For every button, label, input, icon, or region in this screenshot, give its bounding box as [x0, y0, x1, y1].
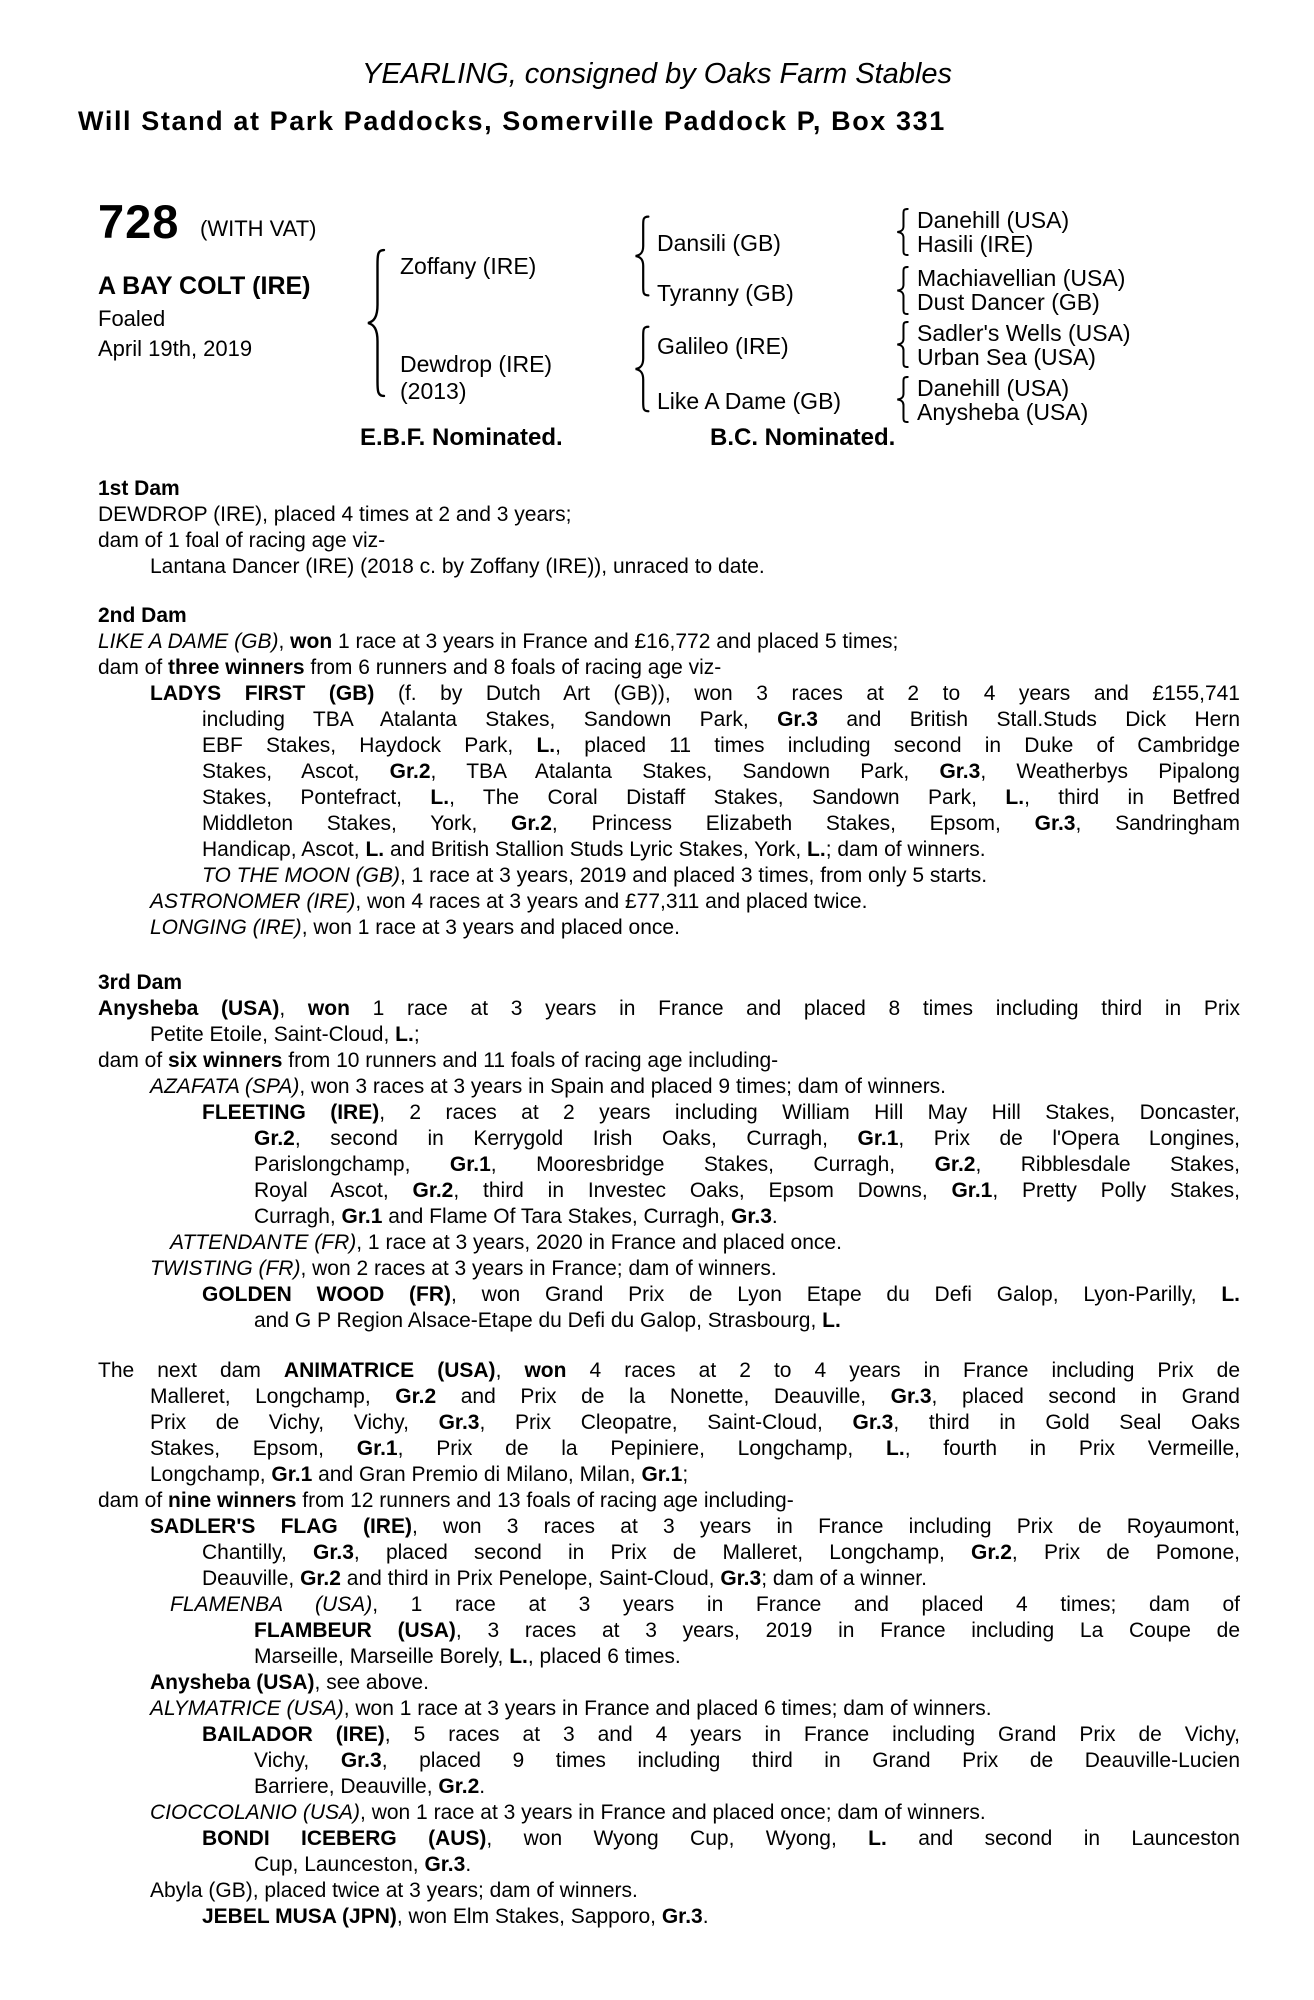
- pedigree-text-line: ALYMATRICE (USA), won 1 race at 3 years in France and placed 6 times; dam of winners.: [150, 1697, 992, 1720]
- pedigree-text-line: Prix de Vichy, Vichy, Gr.3, Prix Cleopatre, Saint-Cloud, Gr.3, third in Gold Seal Oaks: [150, 1411, 1240, 1434]
- pedigree-text-line: LADYS FIRST (GB) (f. by Dutch Art (GB)), won 3 races at 2 to 4 years and £155,741: [150, 682, 1240, 705]
- pedigree-dam-sire-dam: Urban Sea (USA): [917, 344, 1096, 370]
- pedigree-text-line: Lantana Dancer (IRE) (2018 c. by Zoffany (IRE)), unraced to date.: [150, 555, 765, 578]
- pedigree-text-line: LONGING (IRE), won 1 race at 3 years and placed once.: [150, 916, 680, 939]
- pedigree-text-line: including TBA Atalanta Stakes, Sandown Park, Gr.3 and British Stall.Studs Dick Hern: [202, 708, 1241, 731]
- pedigree-sire-grandparents-1: [917, 208, 1069, 256]
- section-next-dam: [98, 1358, 1240, 1930]
- section-third-dam: [98, 970, 1240, 1334]
- section-heading: 1st Dam: [98, 477, 180, 500]
- pedigree-text-line: Deauville, Gr.2 and third in Prix Penelope, Saint-Cloud, Gr.3; dam of a winner.: [202, 1567, 927, 1590]
- pedigree-text-line: Royal Ascot, Gr.2, third in Investec Oaks, Epsom Downs, Gr.1, Pretty Polly Stakes,: [254, 1179, 1240, 1202]
- pedigree-brace-sire-sire: [896, 208, 909, 256]
- pedigree-text-line: dam of 1 foal of racing age viz-: [98, 529, 386, 552]
- pedigree-text-line: dam of nine winners from 12 runners and 13 foals of racing age including-: [98, 1489, 794, 1512]
- pedigree-dam-dam-dam: Anysheba (USA): [917, 399, 1089, 425]
- pedigree-text-line: Anysheba (USA), see above.: [150, 1671, 429, 1694]
- pedigree-dam-grandparents-1: [917, 321, 1131, 369]
- pedigree-brace-dam: [634, 325, 650, 413]
- section-first-dam: [98, 476, 1240, 580]
- pedigree-text-line: JEBEL MUSA (JPN), won Elm Stakes, Sapporo, Gr.3.: [202, 1905, 709, 1928]
- pedigree-dam-dam-sire: Danehill (USA): [917, 375, 1070, 401]
- pedigree-brace-gen1: [366, 247, 386, 399]
- pedigree-text-line: FLEETING (IRE), 2 races at 2 years including William Hill May Hill Stakes, Doncaster,: [202, 1101, 1240, 1124]
- vat-note: (WITH VAT): [200, 216, 317, 241]
- pedigree-text-line: Barriere, Deauville, Gr.2.: [254, 1775, 486, 1798]
- pedigree-dam-sire: Galileo (IRE): [657, 333, 789, 359]
- pedigree-text-line: ATTENDANTE (FR), 1 race at 3 years, 2020 in France and placed once.: [170, 1231, 842, 1254]
- pedigree-text-line: Stakes, Epsom, Gr.1, Prix de la Pepiniere, Longchamp, L., fourth in Prix Vermeille,: [150, 1437, 1240, 1460]
- pedigree-text-line: Anysheba (USA), won 1 race at 3 years in France and placed 8 times including third in Prix: [98, 997, 1241, 1020]
- pedigree-brace-sire-dam: [896, 266, 909, 315]
- pedigree-text-line: dam of three winners from 6 runners and 8 foals of racing age viz-: [98, 656, 722, 679]
- pedigree-brace-dam-dam: [896, 376, 909, 423]
- pedigree-sire: Zoffany (IRE): [400, 253, 537, 279]
- pedigree-sire-dam-sire: Machiavellian (USA): [917, 265, 1126, 291]
- pedigree-text-line: and G P Region Alsace-Etape du Defi du Galop, Strasbourg, L.: [254, 1309, 841, 1332]
- pedigree-sire-sire-dam: Hasili (IRE): [917, 231, 1034, 257]
- pedigree-text-line: The next dam ANIMATRICE (USA), won 4 races at 2 to 4 years in France including Prix de: [98, 1359, 1241, 1382]
- pedigree-brace-sire: [634, 215, 650, 297]
- pedigree-text-line: Middleton Stakes, York, Gr.2, Princess Elizabeth Stakes, Epsom, Gr.3, Sandringham: [202, 812, 1240, 835]
- section-heading: 3rd Dam: [98, 971, 183, 994]
- pedigree-text-line: BAILADOR (IRE), 5 races at 3 and 4 years in France including Grand Prix de Vichy,: [202, 1723, 1241, 1746]
- pedigree-sire-grandparents-2: [917, 266, 1125, 314]
- pedigree-text-line: dam of six winners from 10 runners and 11 foals of racing age including-: [98, 1049, 779, 1072]
- foaled-label: Foaled: [98, 306, 166, 331]
- pedigree-text-line: ASTRONOMER (IRE), won 4 races at 3 years and £77,311 and placed twice.: [150, 890, 868, 913]
- pedigree-text-line: Stakes, Pontefract, L., The Coral Distaff Stakes, Sandown Park, L., third in Betfred: [202, 786, 1240, 809]
- pedigree-text-line: Petite Etoile, Saint-Cloud, L.;: [150, 1023, 420, 1046]
- pedigree-sire-sire-sire: Danehill (USA): [917, 207, 1070, 233]
- pedigree-text-line: FLAMENBA (USA), 1 race at 3 years in France and placed 4 times; dam of: [170, 1593, 1240, 1616]
- section-heading: 2nd Dam: [98, 604, 187, 627]
- pedigree-text-line: SADLER'S FLAG (IRE), won 3 races at 3 years in France including Prix de Royaumont,: [150, 1515, 1240, 1538]
- pedigree-brace-dam-sire: [896, 321, 909, 368]
- horse-description: A BAY COLT (IRE): [98, 272, 311, 300]
- pedigree-text: [98, 476, 1240, 1930]
- pedigree-text-line: Longchamp, Gr.1 and Gran Premio di Milano, Milan, Gr.1;: [150, 1463, 689, 1486]
- pedigree-text-line: FLAMBEUR (USA), 3 races at 3 years, 2019 in France including La Coupe de: [254, 1619, 1240, 1642]
- pedigree-dam: Dewdrop (IRE): [400, 351, 553, 377]
- pedigree-text-line: EBF Stakes, Haydock Park, L., placed 11 times including second in Duke of Cambridge: [202, 734, 1240, 757]
- bc-nominated-note: B.C. Nominated.: [710, 424, 896, 451]
- pedigree-text-line: CIOCCOLANIO (USA), won 1 race at 3 years in France and placed once; dam of winners.: [150, 1801, 986, 1824]
- pedigree-dam-grandparents-2: [917, 376, 1088, 424]
- pedigree-text-line: AZAFATA (SPA), won 3 races at 3 years in Spain and placed 9 times; dam of winners.: [150, 1075, 947, 1098]
- pedigree-dam-year: (2013): [400, 378, 467, 404]
- stand-location-heading: Will Stand at Park Paddocks, Somerville Paddock P, Box 331: [78, 106, 946, 136]
- pedigree-text-line: DEWDROP (IRE), placed 4 times at 2 and 3 years;: [98, 503, 572, 526]
- pedigree-text-line: Handicap, Ascot, L. and British Stallion Studs Lyric Stakes, York, L.; dam of winners.: [202, 838, 986, 861]
- pedigree-text-line: Gr.2, second in Kerrygold Irish Oaks, Curragh, Gr.1, Prix de l'Opera Longines,: [254, 1127, 1240, 1150]
- pedigree-text-line: Malleret, Longchamp, Gr.2 and Prix de la Nonette, Deauville, Gr.3, placed second in Grand: [150, 1385, 1240, 1408]
- pedigree-text-line: Marseille, Marseille Borely, L., placed 6 times.: [254, 1645, 681, 1668]
- pedigree-sire-dam-dam: Dust Dancer (GB): [917, 289, 1100, 315]
- pedigree-text-line: Vichy, Gr.3, placed 9 times including third in Grand Prix de Deauville-Lucien: [254, 1749, 1240, 1772]
- pedigree-text-line: GOLDEN WOOD (FR), won Grand Prix de Lyon Etape du Defi Galop, Lyon-Parilly, L.: [202, 1283, 1241, 1306]
- pedigree-text-line: LIKE A DAME (GB), won 1 race at 3 years in France and £16,772 and placed 5 times;: [98, 630, 899, 653]
- pedigree-sire-dam: Tyranny (GB): [657, 280, 794, 306]
- pedigree-text-line: Curragh, Gr.1 and Flame Of Tara Stakes, Curragh, Gr.3.: [254, 1205, 778, 1228]
- pedigree-text-line: Cup, Launceston, Gr.3.: [254, 1853, 472, 1876]
- pedigree-dam-dam: Like A Dame (GB): [657, 388, 842, 414]
- pedigree-text-line: TO THE MOON (GB), 1 race at 3 years, 2019 and placed 3 times, from only 5 starts.: [202, 864, 988, 887]
- pedigree-dam-sire-sire: Sadler's Wells (USA): [917, 320, 1131, 346]
- pedigree-text-line: TWISTING (FR), won 2 races at 3 years in France; dam of winners.: [150, 1257, 777, 1280]
- pedigree-sire-sire: Dansili (GB): [657, 230, 781, 256]
- lot-number: 728: [98, 195, 180, 248]
- ebf-nominated-note: E.B.F. Nominated.: [360, 424, 563, 451]
- pedigree-text-line: Chantilly, Gr.3, placed second in Prix de Malleret, Longchamp, Gr.2, Prix de Pomone,: [202, 1541, 1240, 1564]
- pedigree-text-line: Stakes, Ascot, Gr.2, TBA Atalanta Stakes, Sandown Park, Gr.3, Weatherbys Pipalong: [202, 760, 1240, 783]
- pedigree-text-line: Abyla (GB), placed twice at 3 years; dam of winners.: [150, 1879, 638, 1902]
- page-title: YEARLING, consigned by Oaks Farm Stables: [362, 58, 952, 90]
- section-second-dam: [98, 603, 1240, 941]
- foaled-date: April 19th, 2019: [98, 336, 253, 361]
- pedigree-text-line: BONDI ICEBERG (AUS), won Wyong Cup, Wyong, L. and second in Launceston: [202, 1827, 1240, 1850]
- pedigree-text-line: Parislongchamp, Gr.1, Mooresbridge Stakes, Curragh, Gr.2, Ribblesdale Stakes,: [254, 1153, 1241, 1176]
